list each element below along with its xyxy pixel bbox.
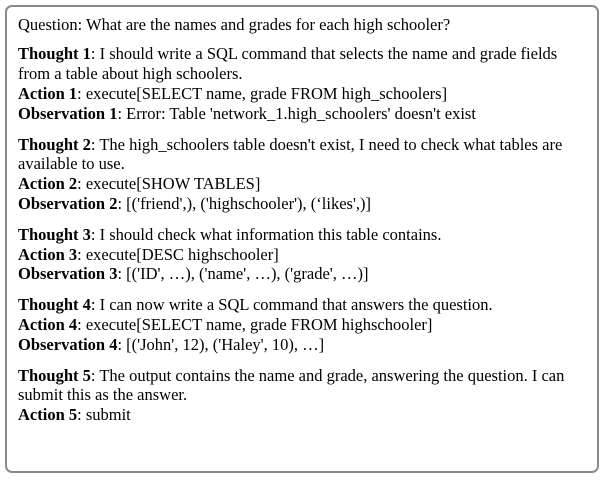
thought-line-5 [18,366,587,406]
thought-line-2 [18,135,587,175]
thought-line-3 [18,225,587,245]
observation-text-1: : Error: Table 'network_1.high_schoolers' doesn't exist [117,103,476,123]
action-label-5: Action 5 [18,405,78,425]
action-line-1 [18,84,587,104]
question-text: Question: What are the names and grades for each high schooler? [18,15,451,34]
action-text-2: : execute[SHOW TABLES] [77,174,261,194]
observation-line-2 [18,194,587,214]
action-text-5: : submit [77,405,131,425]
thought-text-1: : I should write a SQL command that selects the name and grade fields from a table about high schoolers. [18,44,558,84]
observation-text-3: : [('ID', …), ('name', …), ('grade', …)] [117,264,369,284]
observation-line-3 [18,264,587,284]
action-label-2: Action 2 [18,174,78,194]
step-block-3 [18,225,587,284]
step-block-2 [18,135,587,214]
thought-text-5: : The output contains the name and grade, answering the question. I can submit this as the answer. [18,365,565,405]
thought-label-4: Thought 4 [18,295,91,315]
action-text-4: : execute[SELECT name, grade FROM highschooler] [77,315,433,335]
action-text-1: : execute[SELECT name, grade FROM high_schoolers] [77,84,448,104]
thought-text-4: : I can now write a SQL command that answers the question. [90,295,493,315]
action-line-4 [18,315,587,335]
observation-text-2: : [('friend',), ('highschooler'), (‘likes',)] [117,194,372,214]
action-text-3: : execute[DESC highschooler] [77,244,279,264]
thought-line-1 [18,44,587,84]
thought-label-1: Thought 1 [18,44,91,64]
step-block-5 [18,366,587,425]
observation-label-1: Observation 1 [18,103,118,123]
action-line-2 [18,174,587,194]
thought-label-3: Thought 3 [18,224,91,244]
observation-label-2: Observation 2 [18,194,118,214]
action-label-4: Action 4 [18,315,78,335]
observation-line-1 [18,104,587,124]
step-block-4 [18,295,587,354]
thought-text-3: : I should check what information this table contains. [90,224,442,244]
action-line-3 [18,245,587,265]
thought-text-2: : The high_schoolers table doesn't exist, I need to check what tables are available to use. [18,134,563,174]
thought-line-4 [18,295,587,315]
action-line-5 [18,405,587,425]
thought-label-5: Thought 5 [18,365,91,385]
observation-line-4 [18,335,587,355]
observation-label-3: Observation 3 [18,264,118,284]
action-label-3: Action 3 [18,244,78,264]
action-label-1: Action 1 [18,84,78,104]
observation-text-4: : [('John', 12), ('Haley', 10), …] [117,334,325,354]
observation-label-4: Observation 4 [18,334,118,354]
thought-label-2: Thought 2 [18,134,91,154]
agent-trace-panel [5,5,599,473]
step-block-1 [18,44,587,123]
